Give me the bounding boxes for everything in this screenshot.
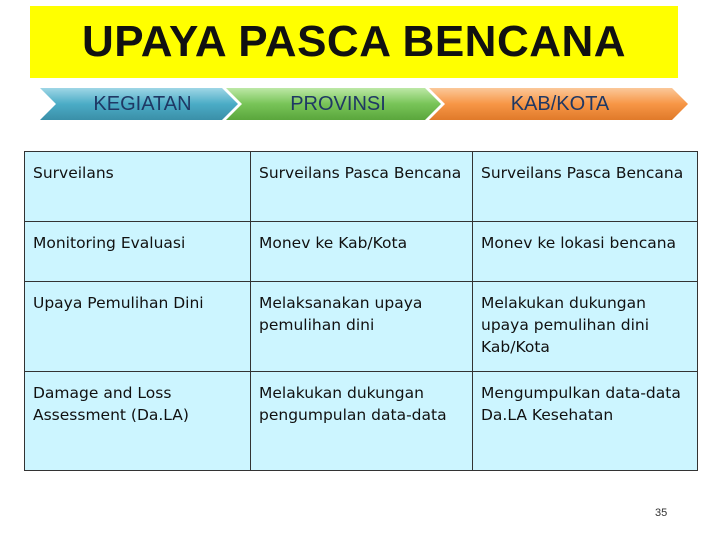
table-row [25, 372, 698, 471]
cell-kabkota: Melakukan dukungan upaya pemulihan dini Kab/Kota [473, 282, 698, 372]
table-row [25, 152, 698, 222]
table-row [25, 282, 698, 372]
page-number: 35 [655, 507, 668, 519]
header-provinsi: PROVINSI [290, 92, 386, 115]
cell-kabkota: Monev ke lokasi bencana [473, 222, 698, 282]
page-title: UPAYA PASCA BENCANA [81, 17, 627, 66]
cell-provinsi: Surveilans Pasca Bencana [251, 152, 473, 222]
cell-provinsi: Melakukan dukungan pengumpulan data-data [251, 372, 473, 471]
cell-kegiatan: Upaya Pemulihan Dini [25, 282, 251, 372]
header-kegiatan: KEGIATAN [93, 92, 192, 115]
cell-kabkota: Mengumpulkan data-data Da.LA Kesehatan [473, 372, 698, 471]
cell-kabkota: Surveilans Pasca Bencana [473, 152, 698, 222]
cell-kegiatan: Monitoring Evaluasi [25, 222, 251, 282]
cell-kegiatan: Damage and Loss Assessment (Da.LA) [25, 372, 251, 471]
cell-kegiatan: Surveilans [25, 152, 251, 222]
title-banner [30, 6, 678, 78]
header-kabkota: KAB/KOTA [510, 92, 610, 115]
cell-provinsi: Monev ke Kab/Kota [251, 222, 473, 282]
activities-table [24, 151, 698, 471]
table-row [25, 222, 698, 282]
cell-provinsi: Melaksanakan upaya pemulihan dini [251, 282, 473, 372]
